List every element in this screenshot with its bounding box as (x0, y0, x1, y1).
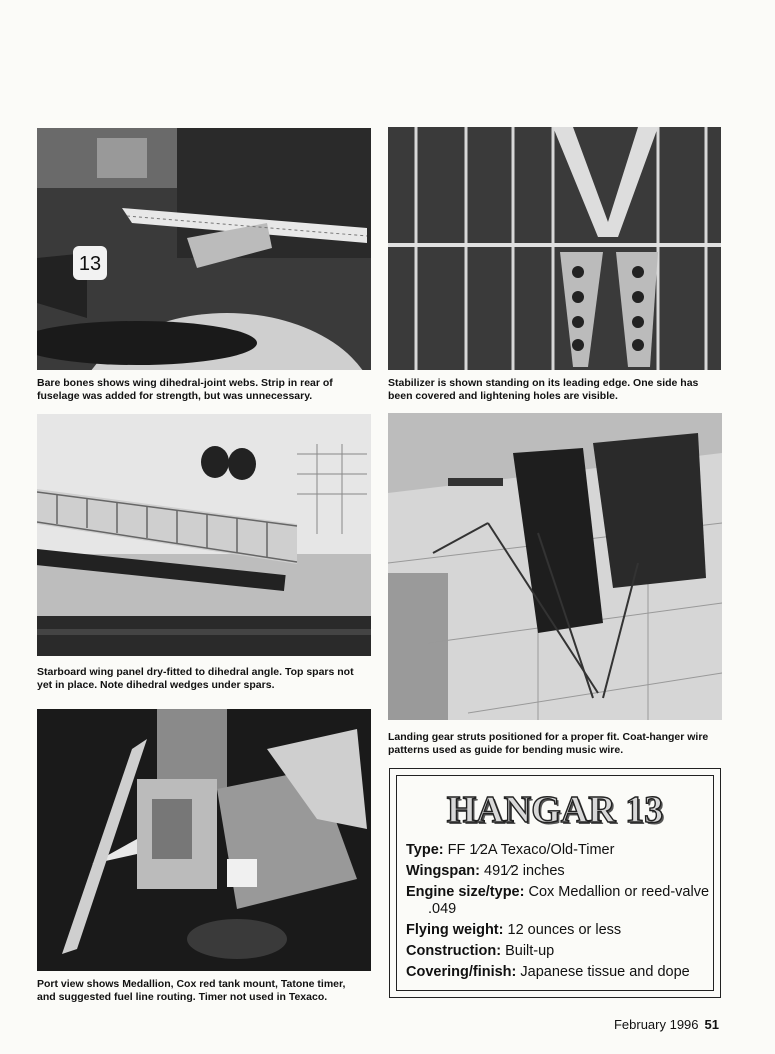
spec-row-wingspan: Wingspan: 491⁄2 inches (406, 863, 565, 879)
caption-stabilizer: Stabilizer is shown standing on its leading edge. One side has been covered and lightening holes are visible. (388, 377, 699, 402)
spec-row-weight: Flying weight: 12 ounces or less (406, 922, 622, 938)
spec-box (389, 768, 721, 998)
photo-number-label: 13 (78, 253, 102, 275)
spec-row-engine: Engine size/type: Cox Medallion or reed-valve .049 (406, 884, 710, 917)
page-number: 51 (704, 1017, 719, 1032)
photo-landing-gear (388, 413, 722, 720)
caption-starboard-wing: Starboard wing panel dry-fitted to dihedral angle. Top spars not yet in place. Note dihedral wedges under spars. (37, 666, 354, 691)
spec-list (406, 842, 713, 981)
caption-wing-dihedral: Bare bones shows wing dihedral-joint webs. Strip in rear of fuselage was added for strength, but was unnecessary. (37, 377, 333, 402)
spec-row-covering: Covering/finish: Japanese tissue and dope (406, 964, 690, 980)
photo-wing-dihedral (37, 128, 371, 370)
issue-date: February 1996 (613, 1017, 699, 1032)
photo-stabilizer (388, 127, 721, 370)
caption-landing-gear: Landing gear struts positioned for a proper fit. Coat-hanger wire patterns used as guide for bending music wire. (388, 731, 709, 756)
page-footer (614, 1017, 719, 1032)
spec-row-construction: Construction: Built-up (406, 943, 555, 959)
caption-port-view: Port view shows Medallion, Cox red tank mount, Tatone timer, and suggested fuel line routing. Timer not used in Texaco. (37, 978, 346, 1003)
spec-box-frame (396, 775, 714, 991)
spec-row-type: Type: FF 1⁄2A Texaco/Old-Timer (406, 842, 615, 858)
photo-port-view (37, 709, 371, 971)
spec-box-title: HANGAR 13 (446, 789, 664, 831)
photo-starboard-wing (37, 414, 371, 656)
